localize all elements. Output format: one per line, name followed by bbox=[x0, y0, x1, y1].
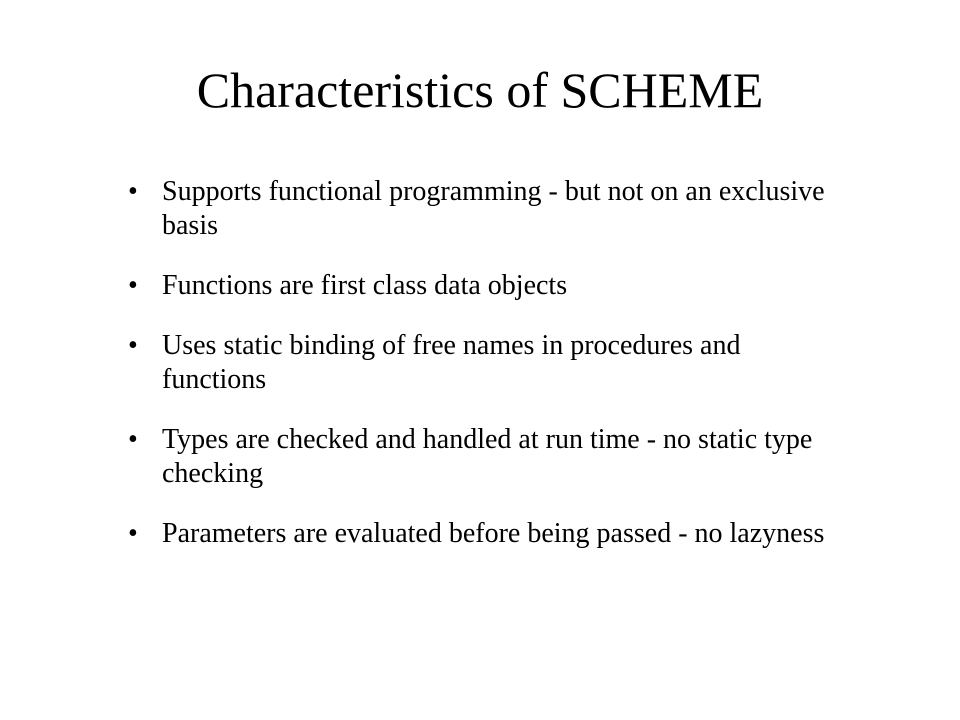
slide-title: Characteristics of SCHEME bbox=[196, 62, 764, 118]
bullet-item bbox=[128, 175, 848, 243]
bullet-list bbox=[128, 175, 848, 577]
bullet-text: Uses static binding of free names in procedures and functions bbox=[162, 330, 741, 395]
bullet-text: Parameters are evaluated before being passed - no lazyness bbox=[162, 518, 825, 549]
bullet-item bbox=[128, 329, 848, 397]
bullet-dot-icon: • bbox=[128, 424, 138, 455]
bullet-dot-icon: • bbox=[128, 518, 138, 549]
bullet-item bbox=[128, 423, 848, 491]
bullet-text: Functions are first class data objects bbox=[162, 270, 568, 301]
bullet-item bbox=[128, 517, 848, 551]
bullet-dot-icon: • bbox=[128, 270, 138, 301]
bullet-item bbox=[128, 269, 848, 303]
bullet-dot-icon: • bbox=[128, 176, 138, 207]
bullet-text: Supports functional programming - but not on an exclusive basis bbox=[162, 176, 825, 241]
bullet-text: Types are checked and handled at run time - no static type checking bbox=[162, 424, 813, 489]
bullet-dot-icon: • bbox=[128, 330, 138, 361]
